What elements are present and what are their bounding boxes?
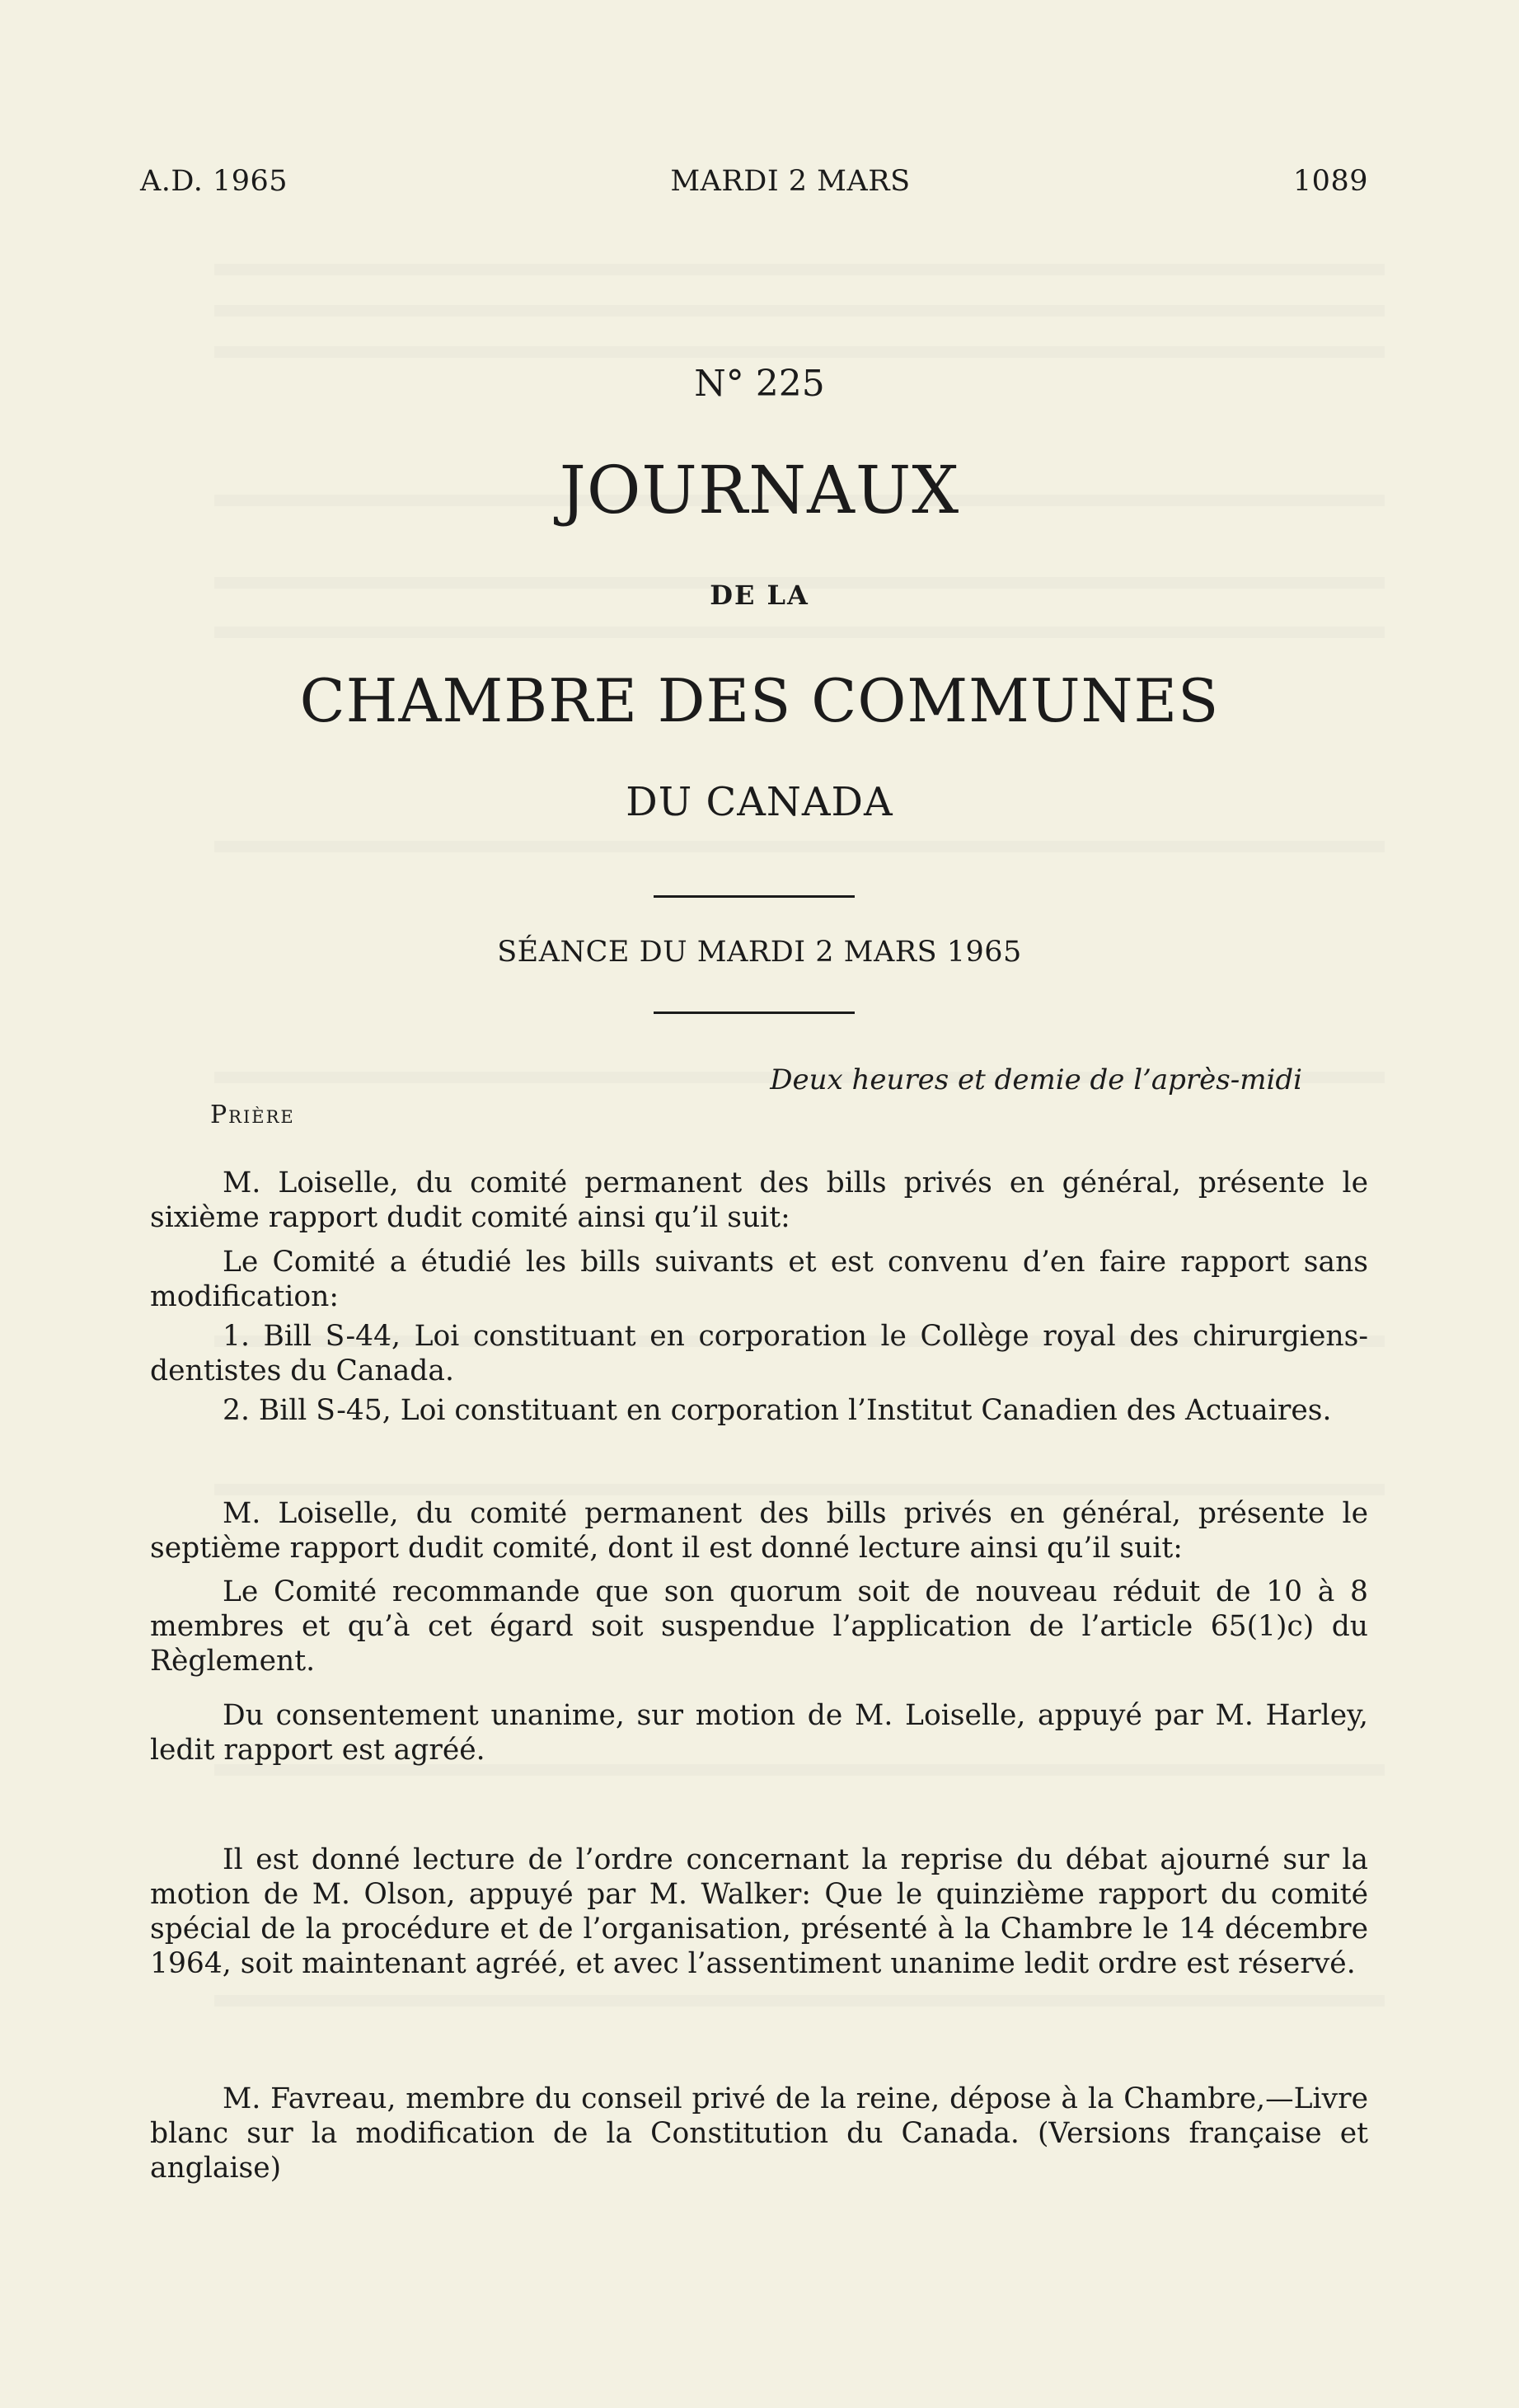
header-date: MARDI 2 MARS [670, 165, 911, 198]
bleed-through [214, 841, 1385, 852]
divider-rule [654, 1012, 855, 1014]
bleed-through [214, 627, 1385, 638]
running-header [140, 165, 1368, 198]
paragraph [150, 1496, 1368, 1565]
paragraph [150, 1575, 1368, 1678]
bleed-through [214, 305, 1385, 317]
divider-rule [654, 895, 855, 898]
journal-title: JOURNAUX [559, 452, 960, 528]
header-year: A.D. 1965 [140, 165, 288, 198]
paragraph-text: Le Comité a étudié les bills suivants et est convenu d’en faire rapport sans modification: [150, 1246, 1368, 1313]
page-number: 1089 [1292, 165, 1368, 198]
priere-label: Prière [210, 1101, 295, 1129]
paragraph-text: M. Loiselle, du comité permanent des bills privés en général, présente le sixième rapport dudit comité ainsi qu’il suit: [150, 1166, 1368, 1234]
bleed-through [214, 264, 1385, 275]
paragraph-text: Du consentement unanime, sur motion de M. Loiselle, appuyé par M. Harley, ledit rapport est agréé. [150, 1699, 1368, 1767]
session-time: Deux heures et demie de l’après-midi [770, 1063, 1302, 1096]
chamber-title: CHAMBRE DES COMMUNES [299, 666, 1220, 735]
paragraph-text: M. Loiselle, du comité permanent des bills privés en général, présente le septième rapport dudit comité, dont il est donné lecture ainsi qu’il suit: [150, 1497, 1368, 1565]
journal-number: N° 225 [694, 363, 825, 405]
paragraph [150, 1842, 1368, 1981]
list-item [150, 1393, 1368, 1428]
country-title: DU CANADA [626, 779, 893, 825]
paragraph [150, 1166, 1368, 1235]
bleed-through [214, 1484, 1385, 1495]
bleed-through [214, 1995, 1385, 2007]
title-connector: DE LA [710, 580, 809, 611]
bleed-through [214, 346, 1385, 358]
paragraph-text: Le Comité recommande que son quorum soit de nouveau réduit de 10 à 8 membres et qu’à cet égard soit suspendue l’application de l’article 65(1)c) du Règlement. [150, 1575, 1368, 1678]
paragraph-text: 2. Bill S-45, Loi constituant en corporation l’Institut Canadien des Actuaires. [223, 1394, 1332, 1427]
paragraph-text: Il est donné lecture de l’ordre concernant la reprise du débat ajourné sur la motion de M. Olson, appuyé par M. Walker: Que le quinzième rapport du comité spécial de la procédure et de l’organisation, présenté à la Chambre le 14 décembre 1964, soit maintenant agréé, et avec l’assentiment unanime ledit ordre est réservé. [150, 1843, 1368, 1980]
paragraph-text: 1. Bill S-44, Loi constituant en corporation le Collège royal des chirurgiens-dentistes du Canada. [150, 1320, 1368, 1387]
paragraph [150, 2082, 1368, 2185]
paragraph [150, 1698, 1368, 1767]
paragraph-text: M. Favreau, membre du conseil privé de la reine, dépose à la Chambre,—Livre blanc sur la modification de la Constitution du Canada. (Versions française et anglaise) [150, 2082, 1368, 2185]
list-item [150, 1319, 1368, 1388]
paragraph [150, 1245, 1368, 1314]
session-heading: SÉANCE DU MARDI 2 MARS 1965 [497, 936, 1022, 969]
